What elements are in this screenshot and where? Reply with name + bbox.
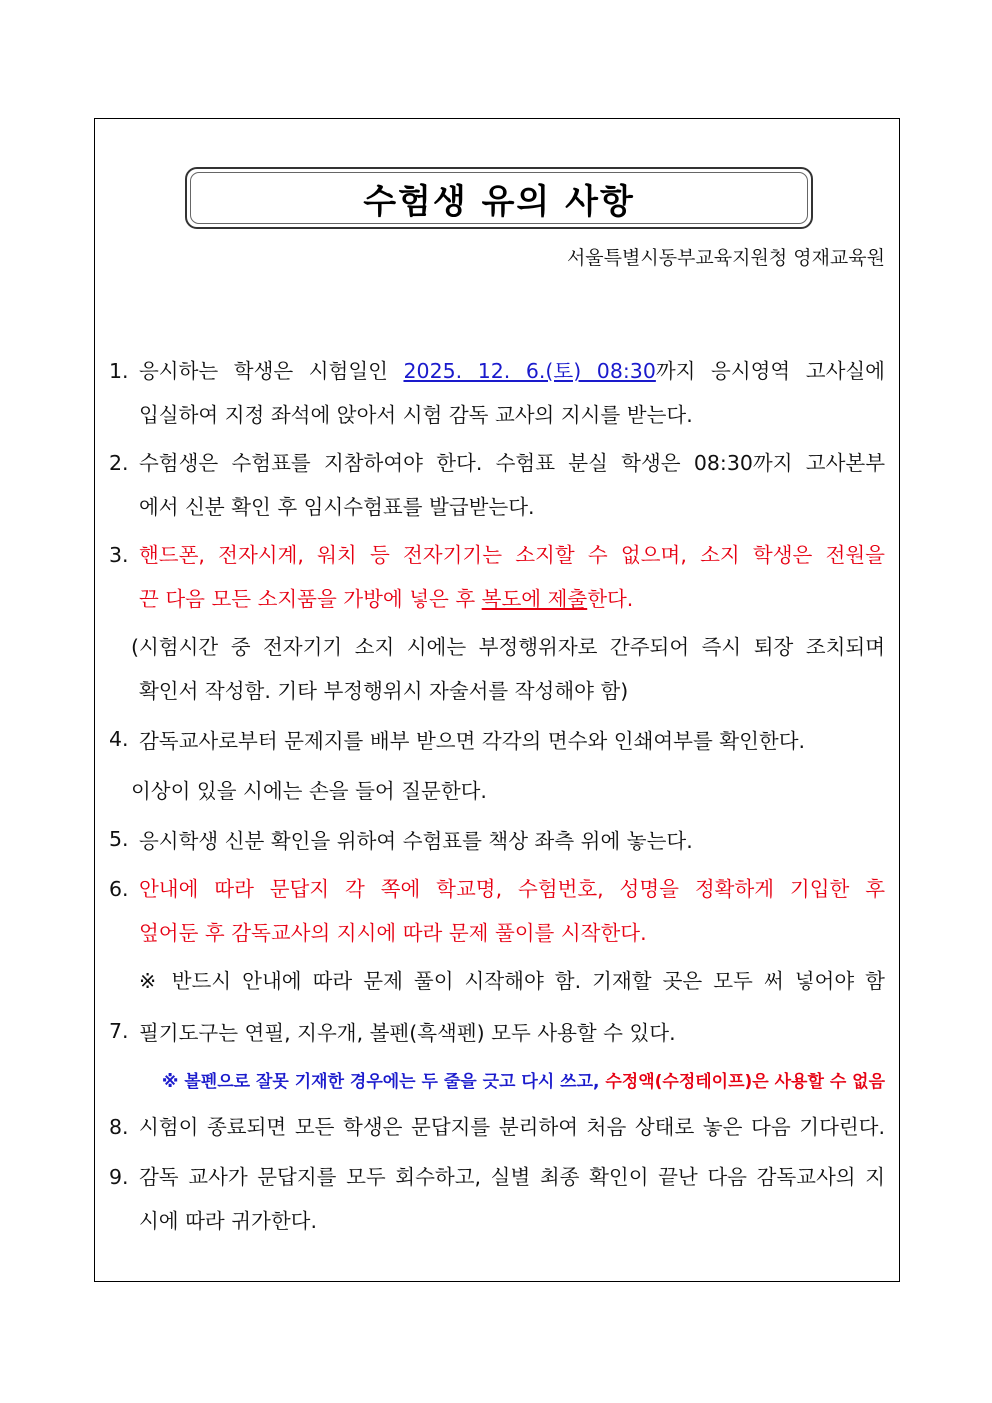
list-item-5 bbox=[109, 819, 885, 859]
item-text: 감독 교사가 문답지를 모두 회수하고, 실별 최종 확인이 끝난 다음 감독교사의 지 bbox=[139, 1165, 885, 1189]
list-item-6-note bbox=[109, 961, 885, 1001]
notice-frame bbox=[94, 118, 900, 1282]
item-text-underlined: 복도에 제출 bbox=[481, 587, 588, 611]
item-text: 핸드폰, 전자시계, 워치 등 전자기기는 소지할 수 없으며, 소지 학생은 전원을 bbox=[139, 543, 885, 567]
list-item-2-cont bbox=[109, 485, 885, 525]
item-text-part: 한다. bbox=[587, 587, 634, 611]
organization-name: 서울특별시동부교육지원청 영재교육원 bbox=[566, 247, 885, 269]
item-note-red: 수정액(수정테이프)은 사용할 수 없음 bbox=[605, 1071, 885, 1092]
item-note: (시험시간 중 전자기기 소지 시에는 부정행위자로 간주되어 즉시 퇴장 조치되며 bbox=[131, 635, 885, 659]
item-text: 에서 신분 확인 후 임시수험표를 발급받는다. bbox=[139, 495, 535, 519]
item-note: 확인서 작성함. 기타 부정행위시 자술서를 작성해야 함) bbox=[139, 679, 629, 703]
list-item-9 bbox=[109, 1157, 885, 1197]
item-text-part: 끈 다음 모든 소지품을 가방에 넣은 후 bbox=[139, 587, 482, 611]
list-item-3-note-cont bbox=[109, 669, 885, 709]
list-item-4-cont bbox=[109, 769, 885, 809]
item-text: 이상이 있을 시에는 손을 들어 질문한다. bbox=[131, 779, 487, 803]
item-text: 시에 따라 귀가한다. bbox=[139, 1209, 317, 1233]
list-item-3-cont bbox=[109, 577, 885, 617]
item-number: 7. bbox=[109, 1019, 129, 1043]
item-text-part: 응시하는 학생은 시험일인 bbox=[139, 359, 404, 383]
exam-date: 2025. 12. 6.(토) 08:30 bbox=[403, 359, 656, 383]
list-item-8 bbox=[109, 1107, 885, 1147]
item-text: 감독교사로부터 문제지를 배부 받으면 각각의 면수와 인쇄여부를 확인한다. bbox=[139, 729, 806, 753]
list-item-4 bbox=[109, 719, 885, 759]
list-item-9-cont bbox=[109, 1199, 885, 1239]
item-text: 시험이 종료되면 모든 학생은 문답지를 분리하여 처음 상태로 놓은 다음 기다린다. bbox=[139, 1115, 885, 1139]
item-number: 9. bbox=[109, 1165, 129, 1189]
item-text-part: 까지 응시영역 고사실에 bbox=[655, 359, 885, 383]
item-number: 6. bbox=[109, 877, 129, 901]
list-item-6 bbox=[109, 869, 885, 909]
item-text: 응시학생 신분 확인을 위하여 수험표를 책상 좌측 위에 놓는다. bbox=[139, 829, 693, 853]
item-number: 3. bbox=[109, 543, 129, 567]
item-text: 필기도구는 연필, 지우개, 볼펜(흑색펜) 모두 사용할 수 있다. bbox=[139, 1021, 676, 1045]
item-text bbox=[139, 582, 885, 612]
item-number: 8. bbox=[109, 1115, 129, 1139]
item-text: 엎어둔 후 감독교사의 지시에 따라 문제 풀이를 시작한다. bbox=[139, 921, 647, 945]
item-note-blue: ※ 볼펜으로 잘못 기재한 경우에는 두 줄을 긋고 다시 쓰고, bbox=[161, 1071, 606, 1092]
title-box bbox=[185, 167, 813, 229]
item-text: 수험생은 수험표를 지참하여야 한다. 수험표 분실 학생은 08:30까지 고사본부 bbox=[139, 451, 885, 475]
item-text: 안내에 따라 문답지 각 쪽에 학교명, 수험번호, 성명을 정확하게 기입한 후 bbox=[139, 877, 885, 901]
list-item-6-cont bbox=[109, 911, 885, 951]
item-text bbox=[139, 351, 885, 391]
list-item-2 bbox=[109, 443, 885, 483]
item-number: 4. bbox=[109, 727, 129, 751]
list-item-3-note bbox=[109, 627, 885, 667]
item-note: ※ 반드시 안내에 따라 문제 풀이 시작해야 함. 기재할 곳은 모두 써 넣어야 함 bbox=[139, 969, 885, 993]
list-item-1 bbox=[109, 351, 885, 391]
list-item-3 bbox=[109, 535, 885, 575]
list-item-7 bbox=[109, 1011, 885, 1051]
list-item-7-note bbox=[109, 1059, 885, 1099]
page-title: 수험생 유의 사항 bbox=[190, 172, 808, 224]
item-number: 1. bbox=[109, 359, 129, 383]
item-note bbox=[162, 1067, 885, 1092]
item-number: 2. bbox=[109, 451, 129, 475]
item-number: 5. bbox=[109, 827, 129, 851]
list-item-1-cont bbox=[109, 393, 885, 433]
item-text: 입실하여 지정 좌석에 앉아서 시험 감독 교사의 지시를 받는다. bbox=[139, 403, 693, 427]
